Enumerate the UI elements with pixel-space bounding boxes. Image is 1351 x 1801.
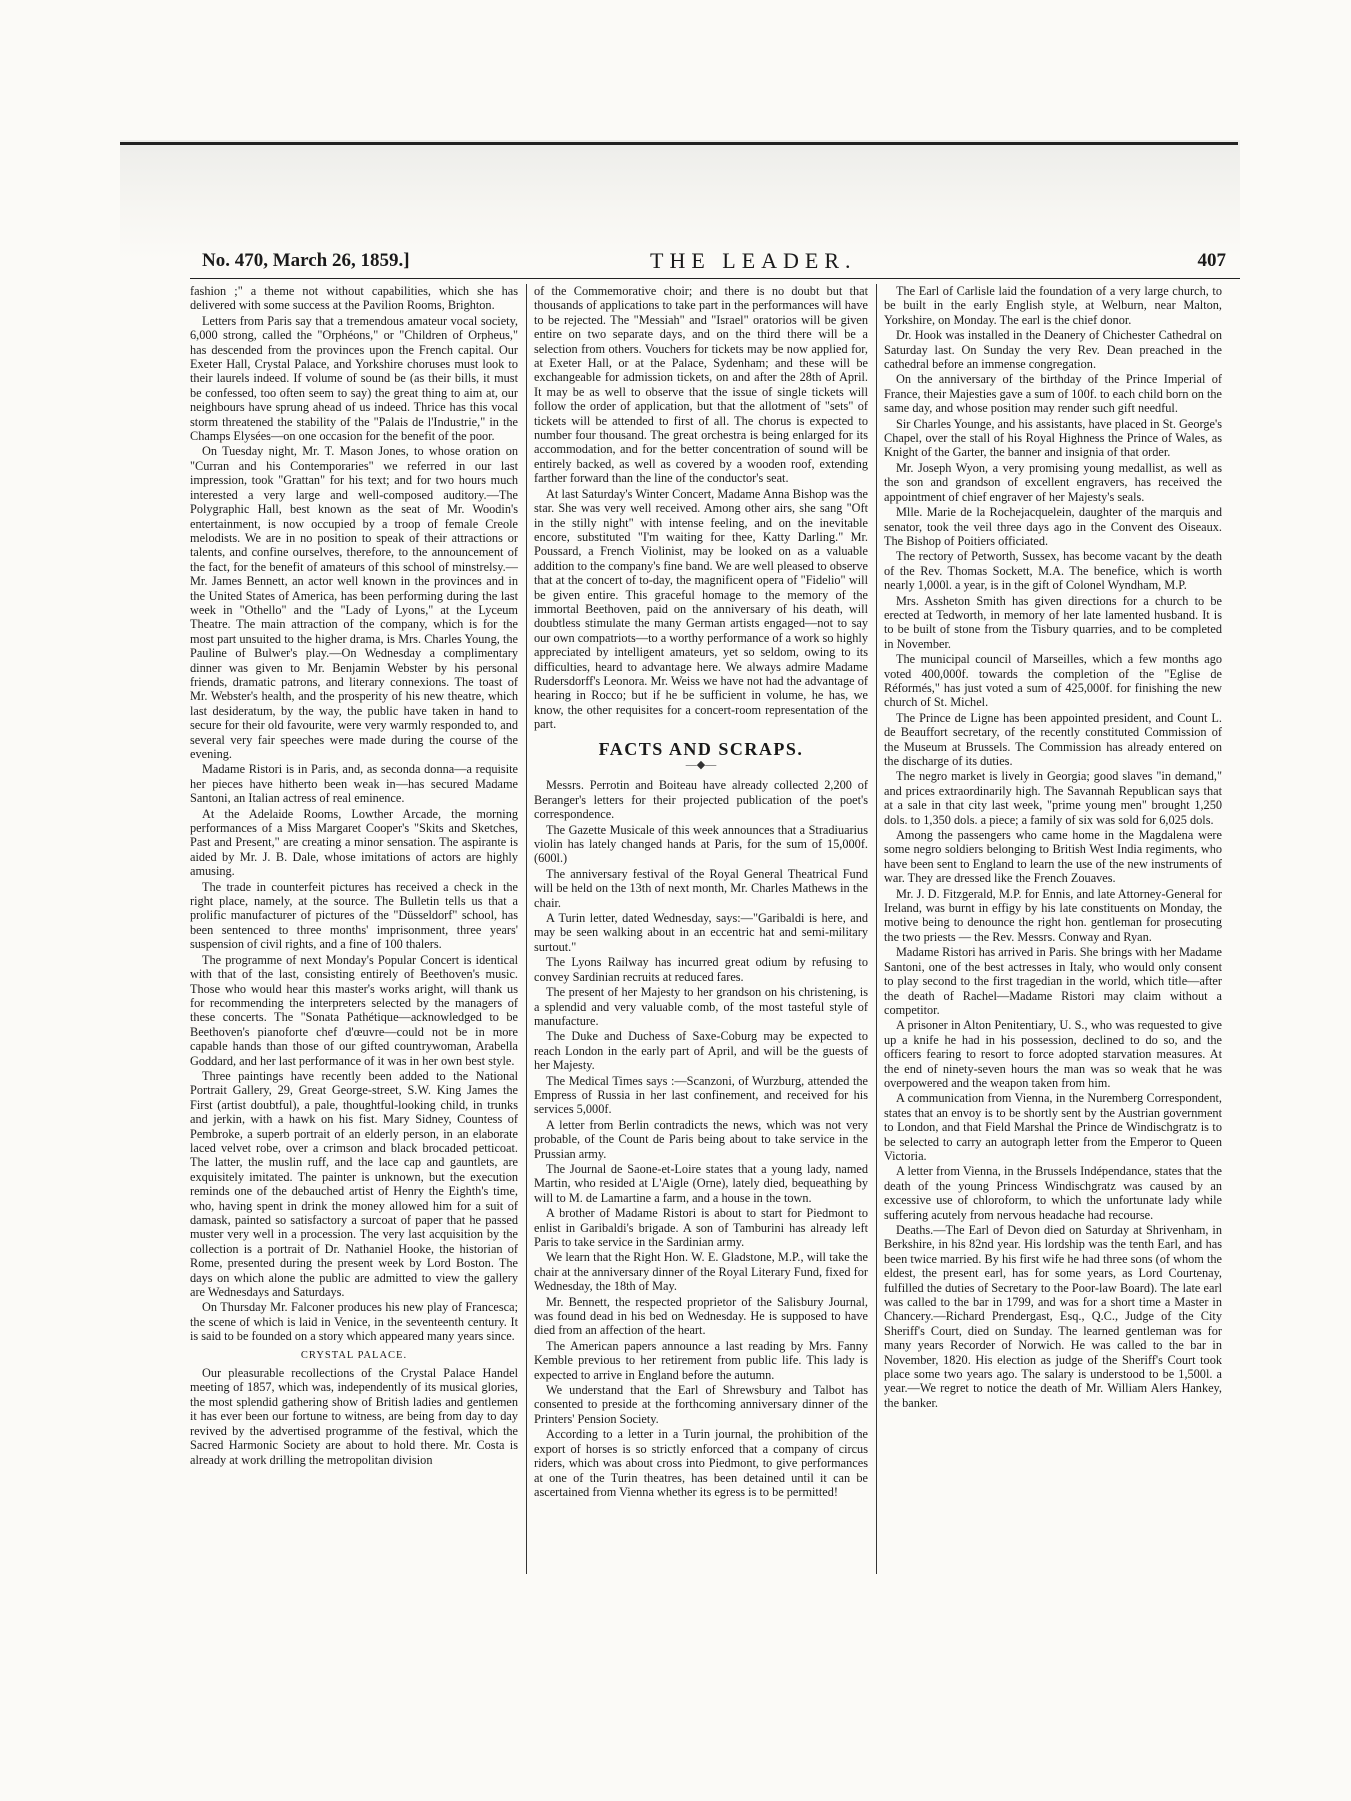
- paragraph: The rectory of Petworth, Sussex, has become vacant by the death of the Rev. Thomas Sockett, M.A. The benefice, which is worth nearly 1,000l. a year, is in the gift of Colonel Wyndham, M.P.: [884, 549, 1222, 593]
- paragraph: Mlle. Marie de la Rochejacquelein, daughter of the marquis and senator, took the veil three days ago in the Convent des Oiseaux. The Bishop of Poitiers officiated.: [884, 505, 1222, 548]
- paragraph: The negro market is lively in Georgia; good slaves "in demand," and prices extraordinarily high. The Savannah Republican says that at a sale in that city last week, "prime young men" brought 1,250 dols. to 1,350 dols. a piece; a family of six was sold for 6,025 dols.: [884, 769, 1222, 827]
- paragraph: The Medical Times says :—Scanzoni, of Wurzburg, attended the Empress of Russia in her last confinement, and received for his services 5,000f.: [534, 1073, 868, 1117]
- paragraph: Three paintings have recently been added to the National Portrait Gallery, 29, Great George-street, S.W. King James the First (artist doubtful), a pale, thoughtful-looking child, in trunks and jerkin, with a hawk on his fist. Mary Sidney, Countess of Pembroke, a superb portrait of an elderly person, in an elaborate laced velvet robe, over a crimson and black brocaded petticoat. The latter, the muslin ruff, and the lace cap and gauntlets, are exquisitely imitated. The painter is unknown, but the execution reminds one of the debauched artist of Henry the Eighth's time, who, having spent in drink the money allowed him for a suit of damask, painted so satisfactory a surcoat of paper that he passed muster very well in a procession. The very last acquisition by the collection is a portrait of Dr. Nathaniel Hooke, the historian of Rome, presented during the present week by Lord Boston. The days on which alone the public are admitted to view the gallery are Wednesdays and Saturdays.: [190, 1068, 518, 1300]
- paragraph: Dr. Hook was installed in the Deanery of Chichester Cathedral on Saturday last. On Sunday the very Rev. Dean preached in the cathedral before an immense congregation.: [884, 328, 1222, 372]
- paragraph: Mr. Bennett, the respected proprietor of the Salisbury Journal, was found dead in his bed on Wednesday. He is supposed to have died from an affection of the heart.: [534, 1294, 868, 1338]
- ornament-divider: —◆—: [685, 759, 717, 771]
- paragraph: The American papers announce a last reading by Mrs. Fanny Kemble previous to her retirement from public life. This lady is expected to arrive in England before the autumn.: [534, 1338, 868, 1382]
- column-divider: [526, 284, 527, 1574]
- paragraph: A Turin letter, dated Wednesday, says:—"Garibaldi is here, and may be seen walking about in an eccentric hat and semi-military surtout.": [534, 911, 868, 954]
- paragraph: Our pleasurable recollections of the Crystal Palace Handel meeting of 1857, which was, independently of its musical glories, the most splendid gathering show of British ladies and gentlemen it has ever been our fortune to witness, are being from day to day revived by the advertised programme of the festival, which the Sacred Harmonic Society are about to hold there. Mr. Costa is already at work drilling the metropolitan division: [190, 1366, 518, 1467]
- paragraph: At last Saturday's Winter Concert, Madame Anna Bishop was the star. She was very well received. Among other airs, she sang "Oft in the stilly night" with intense feeling, and on the inevitable encore, substituted "I'm waiting for thee, Katty Darling." Mr. Poussard, a French Violinist, may be looked on as a valuable addition to the company's fine band. We are well pleased to observe that at the concert of to-day, the magnificent opera of "Fidelio" will be given entire. This graceful homage to the memory of the immortal Beethoven, paid on the anniversary of his death, will doubtless stimulate the many German artists engaged—not to say our own compatriots—to a worthy performance of a work so highly appreciated by intelligent amateurs, yet so seldom, owing to its difficulties, heard to advantage here. We always admire Madame Rudersdorff's Leonora. Mr. Weiss we have not had the advantage of hearing in Rocco; but if he be sufficient in volume, he has, we know, the other requisites for a concert-room representation of the part.: [534, 486, 868, 732]
- paragraph: Sir Charles Younge, and his assistants, have placed in St. George's Chapel, over the stall of his Royal Highness the Prince of Wales, as Knight of the Garter, the banner and insignia of that order.: [884, 416, 1222, 460]
- scan-edge: [120, 140, 1240, 260]
- paragraph: We learn that the Right Hon. W. E. Gladstone, M.P., will take the chair at the anniversary dinner of the Royal Literary Fund, fixed for Wednesday, the 18th of May.: [534, 1250, 868, 1294]
- paragraph: The Lyons Railway has incurred great odium by refusing to convey Sardinian recruits at reduced fares.: [534, 955, 868, 984]
- paragraph: Mr. J. D. Fitzgerald, M.P. for Ennis, and late Attorney-General for Ireland, was burnt in effigy by his late constituents on Monday, the motive being to denounce the right hon. gentleman for prosecuting the two priests — the Rev. Messrs. Conway and Ryan.: [884, 886, 1222, 944]
- masthead: [190, 248, 1240, 279]
- column-divider: [876, 284, 877, 1574]
- paragraph: The Gazette Musicale of this week announces that a Stradiuarius violin has lately changed hands at Paris, for the sum of 15,000f. (600l.): [534, 822, 868, 866]
- paragraph: Messrs. Perrotin and Boiteau have already collected 2,200 of Beranger's letters for their projected publication of the poet's correspondence.: [534, 778, 868, 822]
- paragraph: Madame Ristori has arrived in Paris. She brings with her Madame Santoni, one of the best actresses in Italy, who would only consent to play second to the first tragedian in the world, which title—after the death of Rachel—Madame Ristori may claim without a competitor.: [884, 945, 1222, 1017]
- paragraph: On Tuesday night, Mr. T. Mason Jones, to whose oration on "Curran and his Contemporaries" we referred in our last impression, took "Grattan" for his text; and for two hours much interested a very large and well-composed auditory.—The Polygraphic Hall, best known as the seat of Mr. Woodin's entertainment, is now occupied by a troop of female Creole melodists. We are in no position to speak of their attractions or talents, and confine ourselves, therefore, to the announcement of the fact, for the benefit of amateurs of this school of minstrelsy.—Mr. James Bennett, an actor well known in the provinces and in the United States of America, has been performing during the last week in "Othello" and the "Lady of Lyons," at the Lyceum Theatre. The main attraction of the company, which is for the most part unsuited to the higher drama, is Mrs. Charles Young, the Pauline of Bulwer's play.—On Wednesday a complimentary dinner was given to Mr. Benjamin Webster by his personal friends, dramatic patrons, and literary connexions. The toast of Mr. Webster's health, and the prosperity of his new theatre, which last desideratum, by the way, the public have taken in hand to secure for their old favourite, were very warmly responded to, and several very fair speeches were made during the course of the evening.: [190, 444, 518, 761]
- paragraph: According to a letter in a Turin journal, the prohibition of the export of horses is so strictly enforced that a company of circus riders, which was about cross into Piedmont, to give performances at one of the Turin theatres, has been detained until it can be ascertained from Vienna whether its egress is to be permitted!: [534, 1427, 868, 1499]
- paragraph: A letter from Berlin contradicts the news, which was not very probable, of the Count de Paris being about to take service in the Prussian army.: [534, 1117, 868, 1161]
- paragraph: Madame Ristori is in Paris, and, as seconda donna—a requisite her pieces have hitherto been weak in—has secured Madame Santoni, an Italian actress of real eminence.: [190, 762, 518, 806]
- column-3: [884, 284, 1222, 1574]
- section-heading: CRYSTAL PALACE.: [300, 1349, 408, 1361]
- column-1: [190, 284, 518, 1574]
- paragraph: The programme of next Monday's Popular Concert is identical with that of the last, consisting entirely of Beethoven's music. Those who would hear this master's works aright, will thank us for recommending the interpreters selected by the managers of these concerts. The "Sonata Pathétique—acknowledged to be Beethoven's pianoforte chef d'œuvre—could not be in more capable hands than those of our gifted countrywoman, Arabella Goddard, and her last performance of it was in her own best style.: [190, 952, 518, 1068]
- paragraph: A letter from Vienna, in the Brussels Indépendance, states that the death of the young Princess Windischgratz was caused by an excessive use of chloroform, to which the unfortunate lady while suffering acutely from nervous headache had recourse.: [884, 1164, 1222, 1222]
- paragraph: A prisoner in Alton Penitentiary, U. S., who was requested to give up a knife he had in his possession, declined to do so, and the officers fearing to resort to force adopted starvation measures. At the end of ninety-seven hours the man was so weak that he was overpowered and the weapon taken from him.: [884, 1018, 1222, 1090]
- paragraph: The trade in counterfeit pictures has received a check in the right place, namely, at the source. The Bulletin tells us that a prolific manufacturer of pictures of the "Düsseldorf" school, has been sentenced to three months' imprisonment, three years' suspension of civil rights, and a fine of 100 thalers.: [190, 879, 518, 952]
- paragraph: Letters from Paris say that a tremendous amateur vocal society, 6,000 strong, called the "Orphéons," or "Children of Orpheus," has descended from the provinces upon the French capital. Our Exeter Hall, Crystal Palace, and Yorkshire choruses must look to their laurels indeed. If volume of sound be (as their bills, it must be confessed, too often seem to say) the great thing to aim at, our neighbours have sprung ahead of us indeed. Thrice has this vocal storm threatened the stability of the "Palais de l'Industrie," in the Champs Elysées—on one occasion for the benefit of the poor.: [190, 313, 518, 444]
- paragraph: A brother of Madame Ristori is about to start for Piedmont to enlist in Garibaldi's brigade. A son of Tamburini has already left Paris to take service in the Sardinian army.: [534, 1206, 868, 1249]
- paragraph: The municipal council of Marseilles, which a few months ago voted 400,000f. towards the completion of the "Eglise de Réformés," has just voted a sum of 425,000f. for finishing the new church of St. Michel.: [884, 652, 1222, 710]
- paragraph: On the anniversary of the birthday of the Prince Imperial of France, their Majesties gave a sum of 100f. to each child born on the same day, and whose position may render such gift needful.: [884, 372, 1222, 416]
- paragraph: The present of her Majesty to her grandson on his christening, is a splendid and very valuable comb, of the most tasteful style of manufacture.: [534, 985, 868, 1028]
- paragraph: of the Commemorative choir; and there is no doubt but that thousands of applications to take part in the performances will have to be rejected. The "Messiah" and "Israel" oratorios will be given entire on two separate days, and on the third there will be a selection from others. Vouchers for tickets may be now applied for, at Exeter Hall, or at the Palace, Sydenham; and these will be exchangeable for admission tickets, on and after the 28th of April. It may be as well to observe that the issue of single tickets will follow the order of application, but that the allotment of "sets" of tickets will be attended to first of all. The chorus is expected to number four thousand. The great orchestra is being enlarged for its accommodation, and for the better concentration of sound will be entirely backed, as well as covered by a wooden roof, extending farther forward than the line of the conductor's seat.: [534, 284, 868, 486]
- page-number: 407: [1197, 250, 1226, 271]
- paragraph: Among the passengers who came home in the Magdalena were some negro soldiers belonging to British West India regiments, who have been sent to England to learn the use of the new instruments of war. They are dressed like the French Zouaves.: [884, 828, 1222, 886]
- paragraph: Mrs. Assheton Smith has given directions for a church to be erected at Tedworth, in memory of her late lamented husband. It is to be built of stone from the Tisbury quarries, and to be completed in November.: [884, 593, 1222, 651]
- page-top-rule: [120, 142, 1238, 145]
- facts-and-scraps-heading: FACTS AND SCRAPS.: [598, 738, 804, 759]
- paragraph: The anniversary festival of the Royal General Theatrical Fund will be held on the 13th of next month, Mr. Charles Mathews in the chair.: [534, 866, 868, 910]
- paragraph: A communication from Vienna, in the Nuremberg Correspondent, states that an envoy is to be shortly sent by the Austrian government to London, and that Field Marshal the Prince de Windischgratz is to be selected to carry an autograph letter from the Emperor to Queen Victoria.: [884, 1091, 1222, 1163]
- column-2: [534, 284, 868, 1574]
- paragraph: The Journal de Saone-et-Loire states that a young lady, named Martin, who resided at L'Aigle (Orne), lately died, bequeathing by will to M. de Lamartine a farm, and a house in the town.: [534, 1161, 868, 1205]
- paragraph: At the Adelaide Rooms, Lowther Arcade, the morning performances of a Miss Margaret Cooper's "Skits and Sketches, Past and Present," are creating a minor sensation. The aspirante is aided by Mr. J. B. Dale, whose imitations of actors are highly amusing.: [190, 806, 518, 879]
- paragraph: The Earl of Carlisle laid the foundation of a very large church, to be built in the early English style, at Welburn, near Malton, Yorkshire, on Monday. The earl is the chief donor.: [884, 284, 1222, 327]
- paragraph: We understand that the Earl of Shrewsbury and Talbot has consented to preside at the forthcoming anniversary dinner of the Printers' Pension Society.: [534, 1383, 868, 1426]
- paragraph: The Duke and Duchess of Saxe-Coburg may be expected to reach London in the early part of April, and will be the guests of her Majesty.: [534, 1029, 868, 1073]
- newspaper-title: THE LEADER.: [650, 248, 857, 273]
- issue-date: No. 470, March 26, 1859.]: [202, 250, 410, 271]
- paragraph: The Prince de Ligne has been appointed president, and Count L. de Beauffort secretary, of the recently constituted Commission of the Museum at Brussels. The Commission has already entered on the discharge of its duties.: [884, 710, 1222, 768]
- paragraph: On Thursday Mr. Falconer produces his new play of Francesca; the scene of which is laid in Venice, in the seventeenth century. It is said to be founded on a story which appeared many years since.: [190, 1300, 518, 1344]
- paragraph: Deaths.—The Earl of Devon died on Saturday at Shrivenham, in Berkshire, in his 82nd year. His lordship was the tenth Earl, and has been twice married. By his first wife he had three sons (of whom the eldest, the present earl, has for some years, as Lord Courtenay, fulfilled the duties of Secretary to the Poor-law Board). The late earl was called to the bar in 1799, and was for a short time a Master in Chancery.—Richard Prendergast, Esq., Q.C., Judge of the City Sheriff's Court, died on Sunday. The learned gentleman was for many years Recorder of Norwich. He was called to the bar in November, 1820. His election as judge of the Sheriff's Court took place some two years ago. The salary is understood to be 1,500l. a year.—We regret to notice the death of Mr. William Alers Hankey, the banker.: [884, 1223, 1222, 1410]
- paragraph: fashion ;" a theme not without capabilities, which she has delivered with some success at the Pavilion Rooms, Brighton.: [190, 284, 518, 313]
- paragraph: Mr. Joseph Wyon, a very promising young medallist, as well as the son and grandson of excellent engravers, has received the appointment of chief engraver of her Majesty's seals.: [884, 460, 1222, 504]
